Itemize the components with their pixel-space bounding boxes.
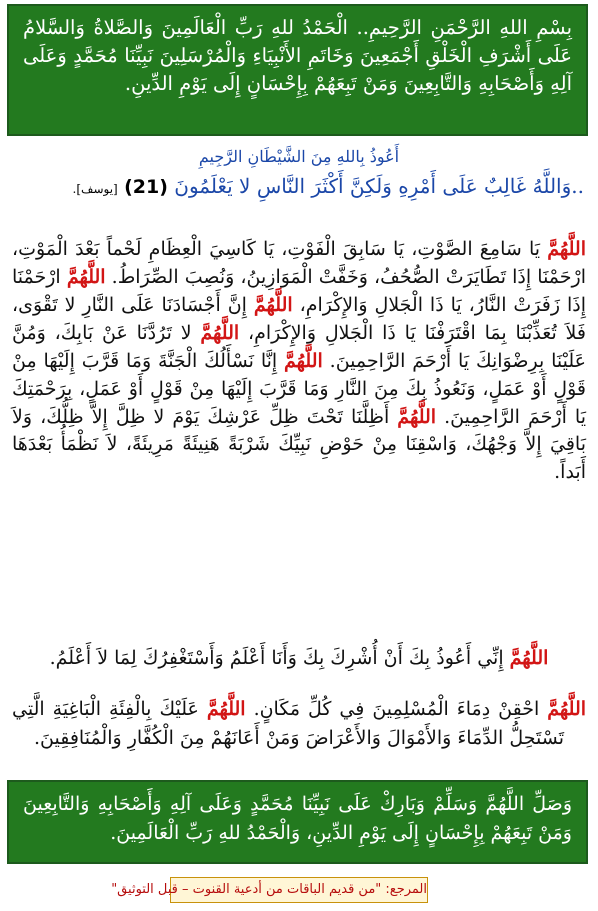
verse-number: (21) — [124, 176, 168, 198]
opening-praise-box — [7, 4, 588, 136]
quran-verse — [30, 172, 584, 201]
closing-salawat-box — [7, 780, 588, 864]
reference-note: المرجع: "من قديم الباقات من أدعية القنوت – قبل التوثيق" — [170, 877, 428, 903]
supplication-text: يَا سَامِعَ الصَّوْتِ، يَا سَابِقَ الْفَوْتِ، يَا كَاسِيَ الْعِظَامِ لَحْماً بَعْدَ الْمَوْتِ، ارْحَمْنَا إِذَا تَطَايَرَتْ الصُّحُفُ، وَخَفَّتْ الْمَوَازِينُ، وَنُصِبَ الصِّرَاطُ. — [12, 238, 586, 288]
supplication-for-muslims — [12, 695, 586, 754]
main-supplication — [12, 236, 586, 487]
closing-salawat-text: وَصَلِّ اللَّهُمَّ وَسَلِّمْ وَبَارِكْ عَلَى نَبِيِّنَا مُحَمَّدٍ وَعَلَى آلِهِ وَأَصْحَابِهِ وَالتَّابِعِينَ وَمَنْ تَبِعَهُمْ بِإِحْسَانٍ إِلَى يَوْمِ الدِّينِ، وَالْحَمْدُ للهِ رَبِّ الْعَالَمِينَ. — [23, 793, 572, 844]
allahumma-label: اللَّهُمَّ — [547, 698, 587, 720]
allahumma-label: اللَّهُمَّ — [284, 349, 323, 372]
allahumma-label: اللَّهُمَّ — [547, 238, 586, 260]
opening-praise-text: بِسْمِ اللهِ الرَّحْمَنِ الرَّحِيمِ.. الْحَمْدُ للهِ رَبِّ الْعَالَمِينَ وَالصَّلاةُ وَالسَّلامُ عَلَى أَشْرَفِ الْخَلْقِ أَجْمَعِينَ وَخَاتَمِ الأَنْبِيَاءِ وَالْمُرْسَلِينَ نَبِيِّنَا مُحَمَّدٍ وَعَلَى آلِهِ وَأَصْحَابِهِ وَالتَّابِعِينَ وَمَنْ تَبِعَهُمْ بِإِحْسَانٍ إِلَى يَوْمِ الدِّينِ. — [23, 16, 572, 95]
allahumma-label: اللَّهُمَّ — [397, 405, 437, 428]
supplication-text: ارْحَمْنَا إِذَا زَفَرَتْ النَّارُ، يَا ذَا الْجَلالِ وَالإِكْرَامِ، — [12, 265, 586, 316]
supplication-text: لا تَرُدَّنَا عَنْ بَابِكَ، وَمُنَّ عَلَيْنَا بِرِضْوَانِكَ يَا أَرْحَمَ الرَّاحِمِينَ. — [12, 321, 586, 372]
supplication-text: إِنَّا نَسْأَلُكَ الْجَنَّةَ وَمَا قَرَّبَ إِلَيْهَا مِنْ قَوْلٍ أَوْ عَمَلٍ، وَنَعُوذُ بِكَ مِنَ النَّارِ وَمَا قَرَّبَ إِلَيْهَا مِنْ قَوْلٍ أَوْ عَمَلٍ، بِرَحْمَتِكَ يَا أَرْحَمَ الرَّاحِمِينَ. — [12, 349, 586, 428]
allahumma-label: اللَّهُمَّ — [509, 647, 549, 669]
supplication-text: إِنِّي أَعُوذُ بِكَ أَنْ أُشْرِكَ بِكَ وَأَنَا أَعْلَمُ وَأَسْتَغْفِرُكَ لِمَا لاَ أَعْلَمُ. — [49, 647, 510, 669]
allahumma-label: اللَّهُمَّ — [253, 293, 293, 316]
verse-text: ..وَاللَّهُ غَالِبٌ عَلَى أَمْرِهِ وَلَكِنَّ أَكْثَرَ النَّاسِ لا يَعْلَمُونَ — [174, 174, 584, 198]
supplication-text: إِنَّ أَجْسَادَنَا عَلَى النَّارِ لا تَقْوَى، فَلاَ تُعَذِّبْنَا بِمَا اقْتَرَفْنَا يَا ذَا الْجَلالِ وَالإِكْرَامِ، — [12, 293, 586, 344]
istiadha-line: أَعُوذُ بِاللهِ مِنَ الشَّيْطَانِ الرَّجِيمِ — [198, 147, 400, 166]
allahumma-label: اللَّهُمَّ — [200, 321, 240, 344]
allahumma-label: اللَّهُمَّ — [206, 698, 246, 720]
supplication-text: عَلَيْكَ بِالْفِئَةِ الْبَاغِيَةِ الَّتِي تَسْتَحِلُّ الدِّمَاءَ وَالأَمْوَالَ وَالأَعْرَاضَ وَمَنْ أَعَانَهُمْ مِنَ الْكُفَّارِ وَالْمُنَافِقِينَ. — [12, 698, 564, 750]
supplication-against-shirk — [0, 645, 598, 672]
surah-name: [يوسف]. — [72, 182, 118, 196]
supplication-text: أَظِلَّنَا تَحْتَ ظِلِّ عَرْشِكَ يَوْمَ لا ظِلَّ إِلاَّ ظِلُّكَ، وَلاَ بَاقِيَ إِلاَّ وَجْهُكَ، وَاسْقِنَا مِنْ حَوْضِ نَبِيِّكَ شَرْبَةً هَنِيئَةً مَرِيئَةً، لاَ نَظْمَأُ بَعْدَهَا أَبَداً. — [12, 405, 586, 484]
supplication-text: احْقِنْ دِمَاءَ الْمُسْلِمِينَ فِي كُلِّ مَكَانٍ. — [245, 698, 548, 720]
allahumma-label: اللَّهُمَّ — [66, 265, 106, 288]
